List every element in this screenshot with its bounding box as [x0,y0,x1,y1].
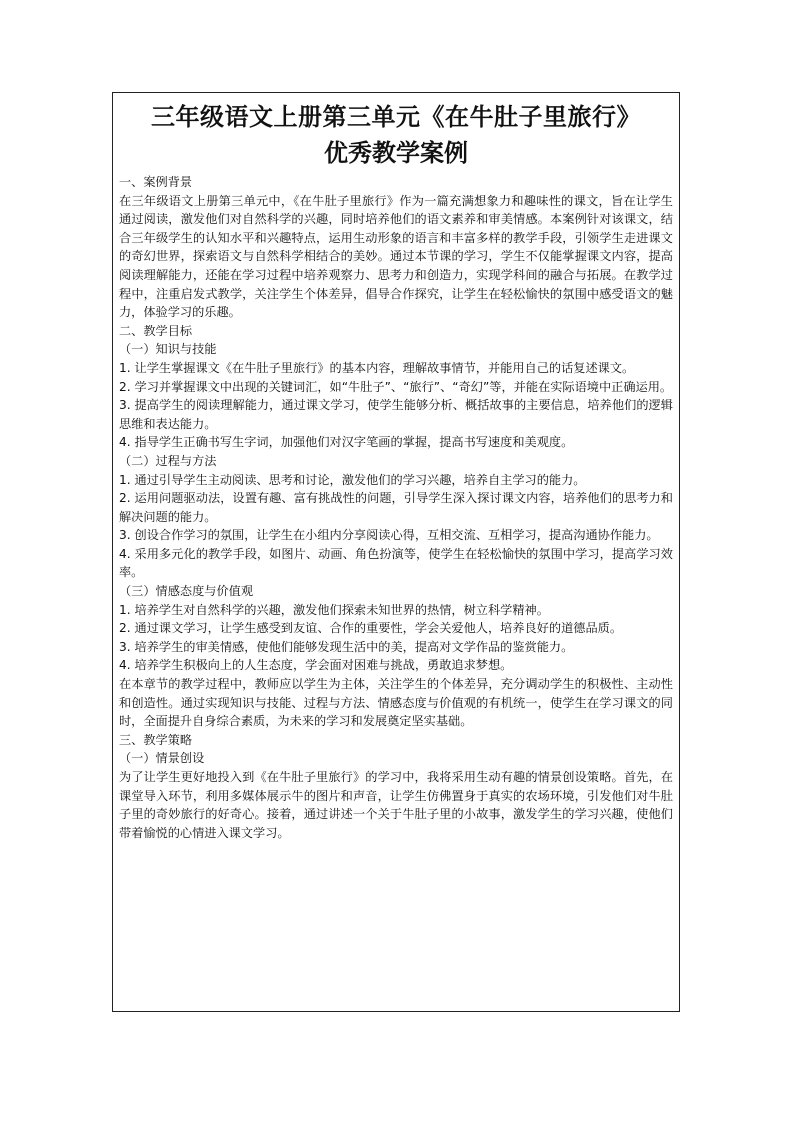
knowledge-item-4: 4. 指导学生正确书写生字词，加强他们对汉字笔画的掌握，提高书写速度和美观度。 [119,435,574,450]
knowledge-item-1: 1. 让学生掌握课文《在牛肚子里旅行》的基本内容，理解故事情节，并能用自己的话复述课文。 [119,360,635,375]
document-content [119,99,673,842]
process-item-3: 3. 创设合作学习的氛围，让学生在小组内分享阅读心得，互相交流、互相学习，提高沟通协作能力。 [119,528,659,543]
subheading-knowledge-skills: （一）知识与技能 [119,342,217,357]
background-paragraph: 在三年级语文上册第三单元中，《在牛肚子里旅行》作为一篇充满想象力和趣味性的课文，旨在让学生通过阅读，激发他们对自然科学的兴趣，同时培养他们的语文素养和审美情感。本案例针对该课文，结合三年级学生的认知水平和兴趣特点，运用生动形象的语言和丰富多样的教学手段，引领学生走进课文的奇幻世界，探索语文与自然科学相结合的美妙。通过本节课的学习，学生不仅能掌握课文内容，提高阅读理解能力，还能在学习过程中培养观察力、思考力和创造力，实现学科间的融合与拓展。在教学过程中，注重启发式教学，关注学生个体差异，倡导合作探究，让学生在轻松愉快的氛围中感受语文的魅力，体验学习的乐趣。 [119,193,673,320]
scenario-paragraph: 为了让学生更好地投入到《在牛肚子里旅行》的学习中，我将采用生动有趣的情景创设策略。首先，在课堂导入环节，利用多媒体展示牛的图片和声音，让学生仿佛置身于真实的农场环境，引发他们对牛肚子里的奇妙旅行的好奇心。接着，通过讲述一个关于牛肚子里的小故事，激发学生的学习兴趣，使他们带着愉悦的心情进入课文学习。 [119,770,673,840]
section-heading-strategy: 三、教学策略 [119,732,193,747]
section-heading-objectives: 二、教学目标 [119,323,193,338]
subheading-scenario: （一）情景创设 [119,751,205,766]
objectives-closing-paragraph: 在本章节的教学过程中，教师应以学生为主体，关注学生的个体差异，充分调动学生的积极性、主动性和创造性。通过实现知识与技能、过程与方法、情感态度与价值观的有机统一，使学生在学习课文的同时，全面提升自身综合素质，为未来的学习和发展奠定坚实基础。 [119,677,673,729]
document-body [119,173,673,842]
process-item-1: 1. 通过引导学生主动阅读、思考和讨论，激发他们的学习兴趣，培养自主学习的能力。 [119,472,586,487]
knowledge-item-3: 3. 提高学生的阅读理解能力，通过课文学习，使学生能够分析、概括故事的主要信息，培养他们的逻辑思维和表达能力。 [119,398,673,431]
emotion-item-1: 1. 培养学生对自然科学的兴趣，激发他们探索未知世界的热情，树立科学精神。 [119,602,549,617]
emotion-item-2: 2. 通过课文学习，让学生感受到友谊、合作的重要性，学会关爱他人，培养良好的道德品质。 [119,621,623,636]
process-item-4: 4. 采用多元化的教学手段，如图片、动画、角色扮演等，使学生在轻松愉快的氛围中学习，提高学习效率。 [119,546,673,580]
document-title: 三年级语文上册第三单元《在牛肚子里旅行》 [151,102,641,131]
subheading-process-methods: （二）过程与方法 [119,453,217,468]
knowledge-item-2: 2. 学习并掌握课文中出现的关键词汇，如“牛肚子”、“旅行”、“奇幻”等，并能在实际语境中正确运用。 [119,379,673,394]
emotion-item-3: 3. 培养学生的审美情感，使他们能够发现生活中的美，提高对文学作品的鉴赏能力。 [119,639,574,654]
emotion-item-4: 4. 培养学生积极向上的人生态度，学会面对困难与挑战，勇敢追求梦想。 [119,658,513,673]
document-frame [112,92,680,1012]
subheading-emotion-values: （三）情感态度与价值观 [119,584,254,599]
process-item-2: 2. 运用问题驱动法，设置有趣、富有挑战性的问题，引导学生深入探讨课文内容，培养他们的思考力和解决问题的能力。 [119,491,673,524]
section-heading-background: 一、案例背景 [119,175,193,189]
document-subtitle: 优秀教学案例 [324,138,468,167]
